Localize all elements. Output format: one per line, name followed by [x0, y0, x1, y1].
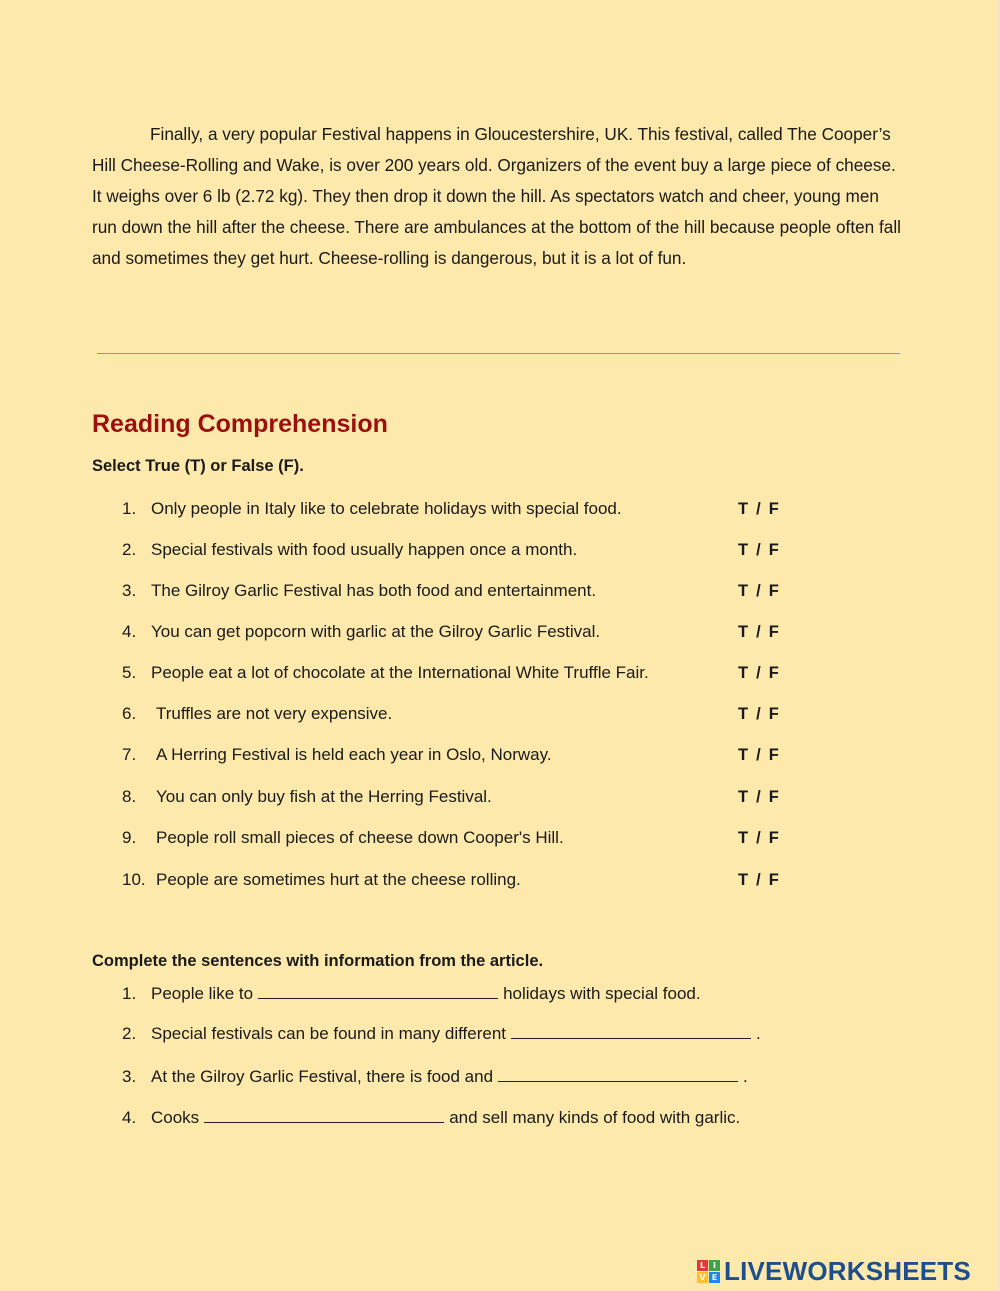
statement-text: People eat a lot of chocolate at the International White Truffle Fair.	[151, 663, 649, 682]
false-option[interactable]: F	[768, 871, 779, 889]
statement-text: A Herring Festival is held each year in Oslo, Norway.	[156, 745, 552, 764]
true-option[interactable]: T	[738, 500, 749, 518]
sentence-start: At the Gilroy Garlic Festival, there is food and	[151, 1067, 494, 1086]
sentence-start: Special festivals can be found in many different	[151, 1024, 507, 1043]
true-false-choice	[738, 742, 779, 768]
true-option[interactable]: T	[738, 541, 749, 559]
false-option[interactable]: F	[768, 541, 779, 559]
false-option[interactable]: F	[768, 746, 779, 764]
false-option[interactable]: F	[768, 705, 779, 723]
sentence-end: .	[743, 1067, 748, 1086]
item-number: 1.	[122, 499, 137, 518]
answer-blank[interactable]	[258, 982, 498, 999]
sentence	[151, 1105, 740, 1131]
item-number: 6.	[122, 704, 137, 723]
sentence-end: holidays with special food.	[503, 984, 701, 1003]
true-option[interactable]: T	[738, 623, 749, 641]
true-option[interactable]: T	[738, 582, 749, 600]
answer-blank[interactable]	[511, 1022, 751, 1039]
choice-separator: /	[756, 871, 761, 889]
true-false-item	[0, 537, 1000, 563]
item-number: 8.	[122, 787, 137, 806]
choice-separator: /	[756, 788, 761, 806]
true-option[interactable]: T	[738, 871, 749, 889]
true-false-item	[0, 825, 1000, 851]
true-option[interactable]: T	[738, 788, 749, 806]
choice-separator: /	[756, 623, 761, 641]
logo-letter-e: E	[709, 1272, 720, 1283]
answer-blank[interactable]	[204, 1106, 444, 1123]
true-false-choice	[738, 537, 779, 563]
logo-mark-icon	[697, 1260, 720, 1283]
sentence	[151, 1064, 748, 1090]
statement-text: Only people in Italy like to celebrate holidays with special food.	[151, 499, 622, 518]
true-false-item	[0, 784, 1000, 810]
false-option[interactable]: F	[768, 500, 779, 518]
statement-text: You can get popcorn with garlic at the Gilroy Garlic Festival.	[151, 622, 601, 641]
item-number: 5.	[122, 663, 137, 682]
false-option[interactable]: F	[768, 788, 779, 806]
statement-text: People roll small pieces of cheese down Cooper's Hill.	[156, 828, 564, 847]
statement-text: Truffles are not very expensive.	[156, 704, 393, 723]
logo-text: LIVEWORKSHEETS	[724, 1255, 971, 1286]
sentence-end: .	[756, 1024, 761, 1043]
item-number: 9.	[122, 828, 137, 847]
answer-blank[interactable]	[498, 1065, 738, 1082]
true-option[interactable]: T	[738, 705, 749, 723]
item-number: 3.	[122, 581, 137, 600]
choice-separator: /	[756, 582, 761, 600]
true-false-item	[0, 660, 1000, 686]
true-option[interactable]: T	[738, 746, 749, 764]
true-false-choice	[738, 660, 779, 686]
true-false-item	[0, 619, 1000, 645]
sentence	[151, 1021, 761, 1047]
item-number: 3.	[122, 1067, 137, 1086]
section-divider	[97, 353, 900, 354]
completion-item	[0, 1105, 1000, 1131]
item-number: 10.	[122, 870, 146, 889]
true-option[interactable]: T	[738, 664, 749, 682]
sentence-end: and sell many kinds of food with garlic.	[449, 1108, 741, 1127]
reading-passage: Finally, a very popular Festival happens in Gloucestershire, UK. This festival, called The Cooper’s Hill Cheese-Rolling and Wake, is over 200 years old. Organizers of the event buy a large piece of cheese. It weighs over 6 lb (2.72 kg). They then drop it down the hill. As spectators watch and cheer, young men run down the hill after the cheese. There are ambulances at the bottom of the hill because people often fall and sometimes they get hurt. Cheese-rolling is dangerous, but it is a lot of fun.	[92, 124, 901, 268]
sentence	[151, 981, 701, 1007]
completion-item	[0, 1021, 1000, 1047]
statement-text: Special festivals with food usually happen once a month.	[151, 540, 578, 559]
choice-separator: /	[756, 746, 761, 764]
liveworksheets-logo[interactable]	[697, 1256, 971, 1286]
logo-letter-v: V	[697, 1272, 708, 1283]
item-number: 2.	[122, 1024, 137, 1043]
choice-separator: /	[756, 829, 761, 847]
true-false-item	[0, 578, 1000, 604]
true-false-choice	[738, 825, 779, 851]
false-option[interactable]: F	[768, 582, 779, 600]
false-option[interactable]: F	[768, 664, 779, 682]
false-option[interactable]: F	[768, 829, 779, 847]
section-title: Reading Comprehension	[92, 410, 388, 438]
true-false-choice	[738, 867, 779, 893]
choice-separator: /	[756, 500, 761, 518]
true-false-choice	[738, 619, 779, 645]
statement-text: You can only buy fish at the Herring Festival.	[156, 787, 492, 806]
choice-separator: /	[756, 664, 761, 682]
item-number: 1.	[122, 984, 137, 1003]
true-false-choice	[738, 784, 779, 810]
logo-letter-l: L	[697, 1260, 708, 1271]
completion-item	[0, 1064, 1000, 1090]
item-number: 2.	[122, 540, 137, 559]
true-false-item	[0, 742, 1000, 768]
logo-letter-i: I	[709, 1260, 720, 1271]
statement-text: People are sometimes hurt at the cheese rolling.	[156, 870, 521, 889]
sentence-start: People like to	[151, 984, 254, 1003]
choice-separator: /	[756, 705, 761, 723]
completion-item	[0, 981, 1000, 1007]
statement-text: The Gilroy Garlic Festival has both food and entertainment.	[151, 581, 597, 600]
false-option[interactable]: F	[768, 623, 779, 641]
choice-separator: /	[756, 541, 761, 559]
true-false-choice	[738, 701, 779, 727]
completion-instruction: Complete the sentences with information from the article.	[92, 952, 544, 970]
true-false-choice	[738, 496, 779, 522]
item-number: 7.	[122, 745, 137, 764]
item-number: 4.	[122, 1108, 137, 1127]
sentence-start: Cooks	[151, 1108, 200, 1127]
true-false-item	[0, 496, 1000, 522]
true-false-item	[0, 867, 1000, 893]
true-false-item	[0, 701, 1000, 727]
true-option[interactable]: T	[738, 829, 749, 847]
true-false-instruction: Select True (T) or False (F).	[92, 457, 304, 475]
item-number: 4.	[122, 622, 137, 641]
true-false-choice	[738, 578, 779, 604]
